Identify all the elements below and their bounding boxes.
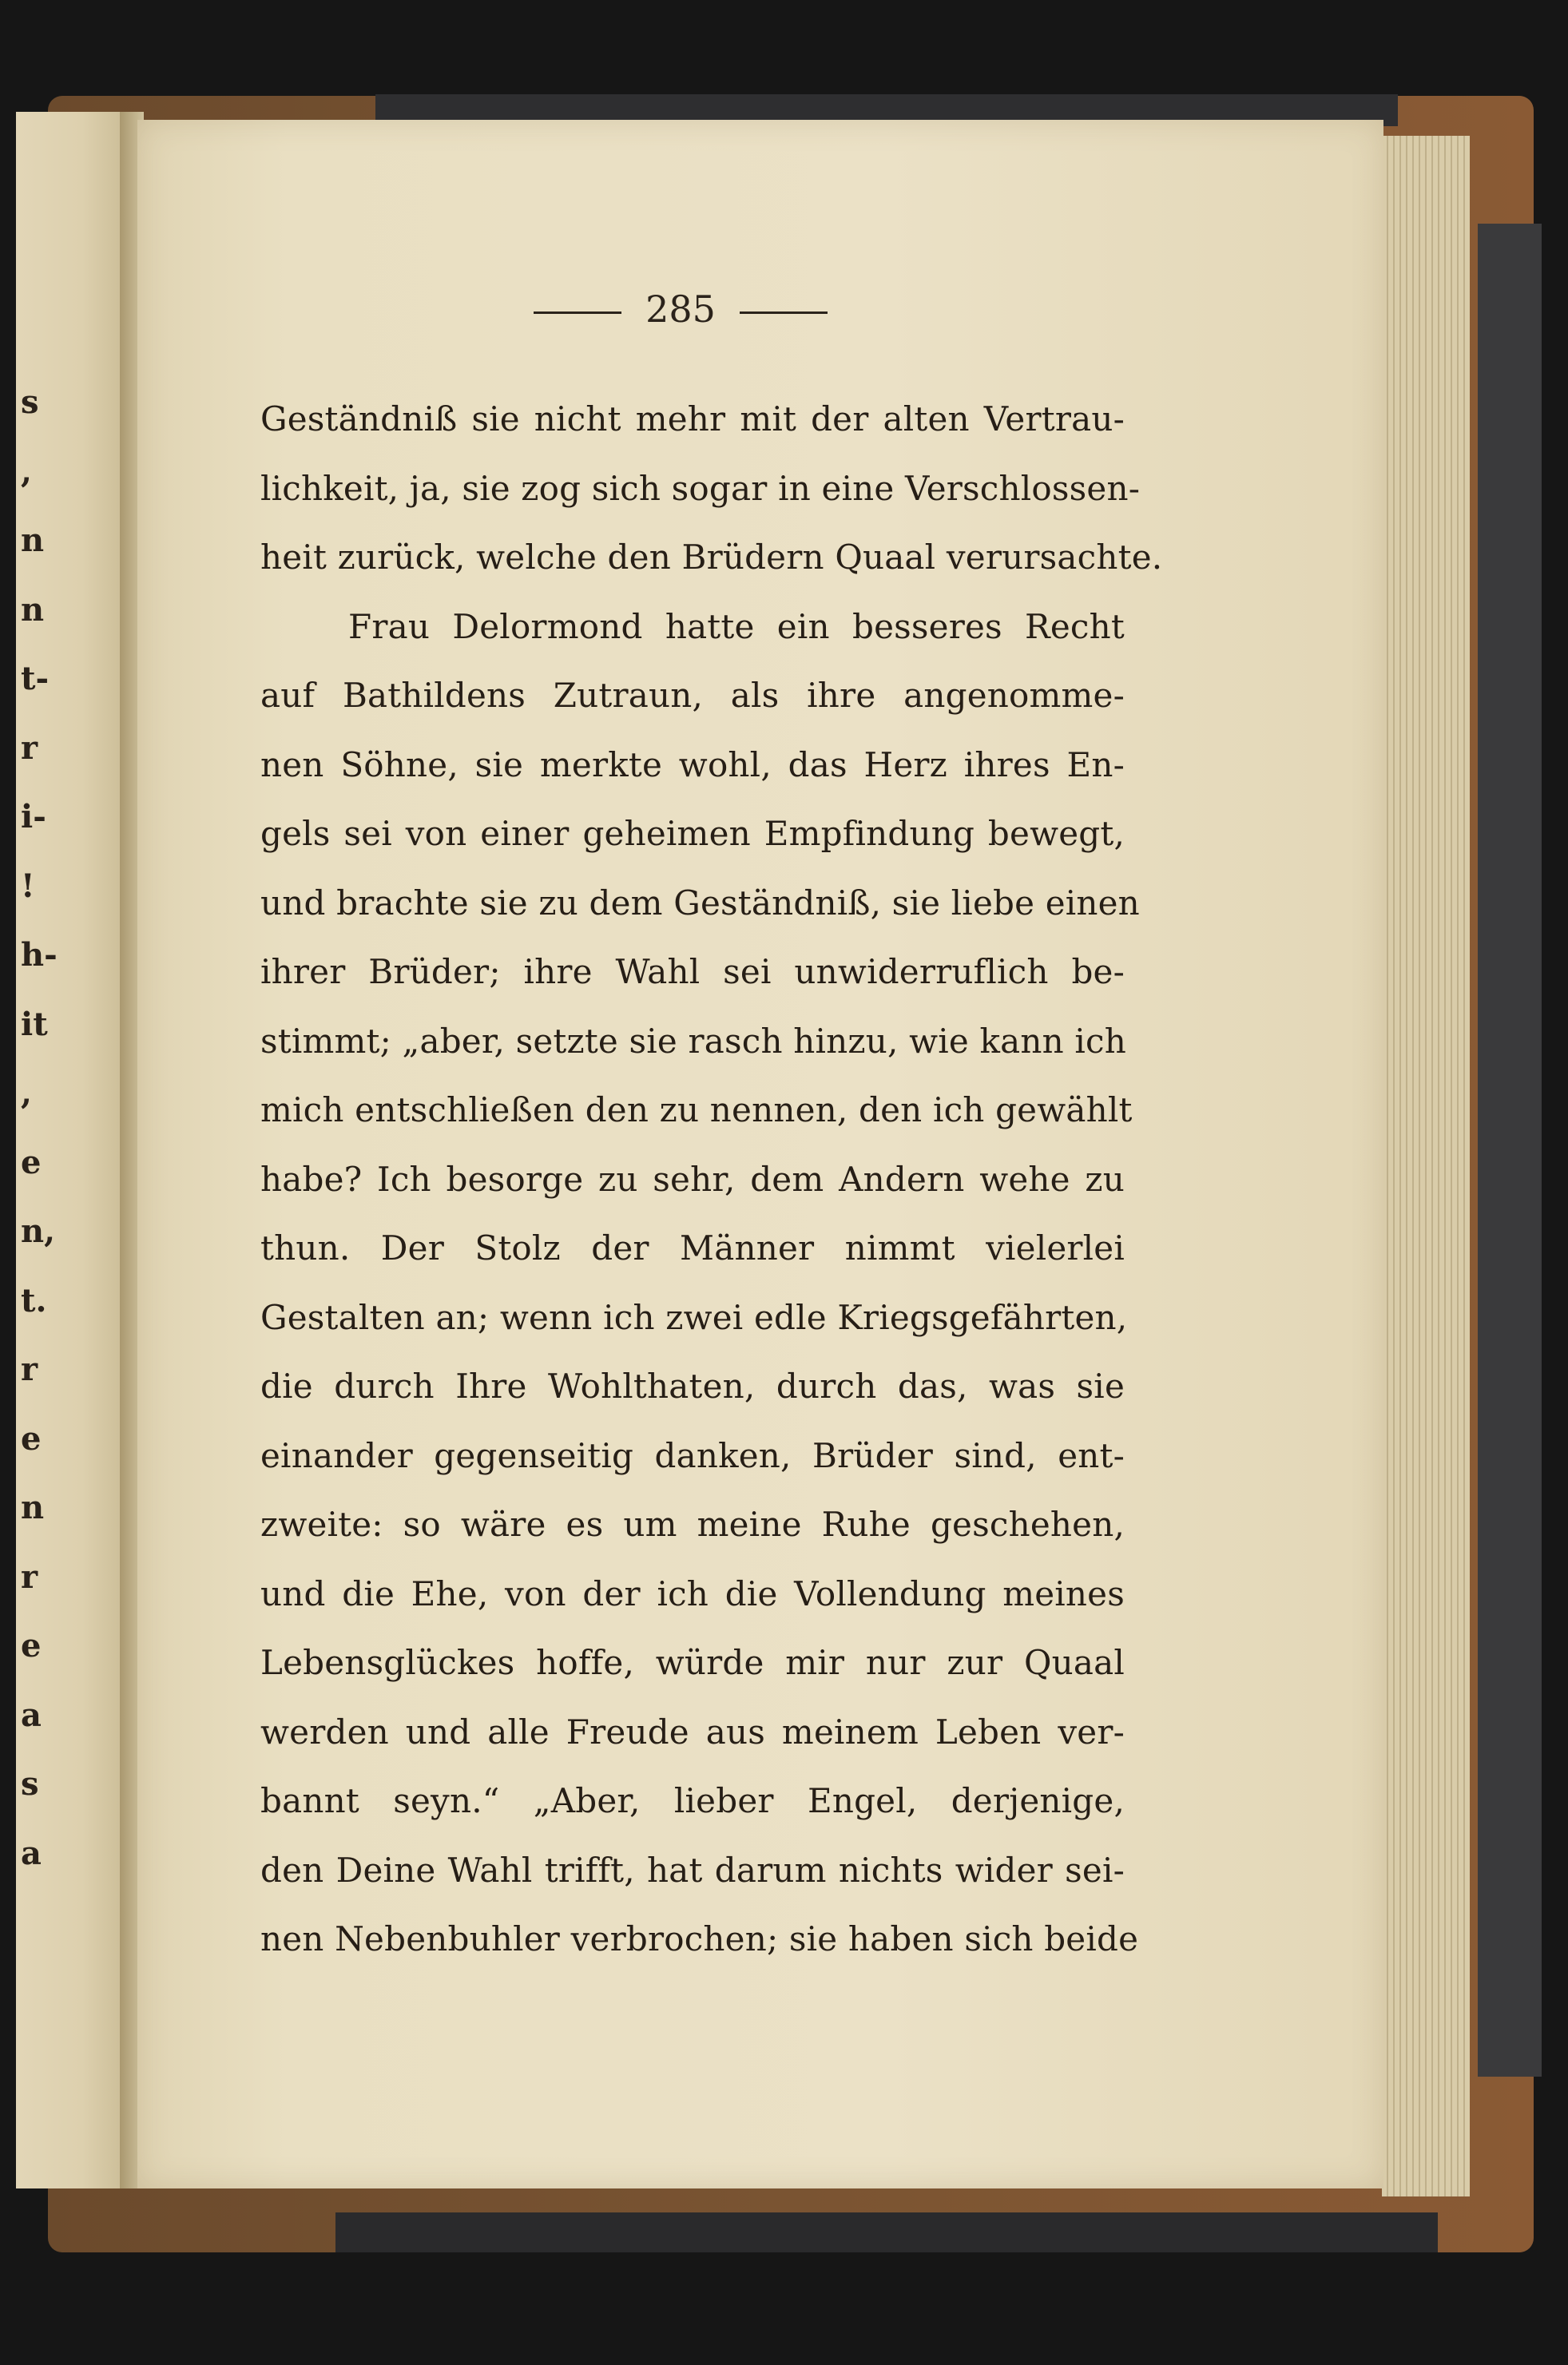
left-page-fragment: r [21,1351,38,1388]
text-line: Gestalten an; wenn ich zwei edle Kriegsgefährten, [260,1297,1128,1337]
text-line: gels sei von einer geheimen Empfindung bewegt, [260,814,1125,853]
text-line: und die Ehe, von der ich die Vollendung meines [260,1573,1125,1613]
text-line: thun. Der Stolz der Männer nimmt vielerlei [260,1228,1125,1268]
text-line: nen Nebenbuhler verbrochen; sie haben sich beide [260,1919,1139,1958]
text-line: und brachte sie zu dem Geständniß, sie liebe einen [260,883,1140,923]
text-line: einander gegenseitig danken, Brüder sind, ent- [260,1435,1125,1475]
text-line: lichkeit, ja, sie zog sich sogar in eine Verschlossen- [260,468,1141,508]
header-dash-right [740,311,828,314]
cover-spine-right [1478,224,1542,2077]
left-page [16,112,129,2188]
left-page-fragment: r [21,1557,38,1596]
body-text [260,385,1163,1974]
text-line: Lebensglückes hoffe, würde mir nur zur Quaal [260,1643,1125,1682]
left-page-fragment: a [21,1834,42,1872]
text-line: werden und alle Freude aus meinem Leben ver- [260,1712,1125,1752]
text-line: Geständniß sie nicht mehr mit der alten Vertrau- [260,399,1125,438]
cover-strip-bottom [335,2212,1438,2252]
left-page-fragment: s [21,1765,39,1803]
page-number: 285 [645,288,716,331]
left-page-fragment: n [21,590,45,629]
text-line: Frau Delormond hatte ein besseres Recht [348,606,1125,646]
left-page-fragment: n, [21,1212,56,1250]
left-page-fragment: r [21,728,38,767]
header-dash-left [534,311,621,314]
page-header [137,288,1224,331]
text-line: den Deine Wahl trifft, hat darum nichts wider sei- [260,1850,1125,1890]
text-line: bannt seyn.“ „Aber, lieber Engel, derjenige, [260,1781,1125,1820]
left-page-fragment: a [21,1696,42,1734]
text-line: die durch Ihre Wohlthaten, durch das, was sie [260,1367,1125,1406]
left-page-fragment: e [21,1143,42,1181]
left-page-fragment: , [21,452,32,490]
page-edges [1382,136,1470,2196]
text-line: nen Söhne, sie merkte wohl, das Herz ihres En- [260,744,1125,784]
left-page-fragment: s [21,383,39,421]
text-line: zweite: so wäre es um meine Ruhe geschehen, [260,1505,1125,1544]
left-page-fragment: h- [21,936,58,974]
left-page-fragment: ! [21,867,35,905]
text-line: habe? Ich besorge zu sehr, dem Andern wehe zu [260,1159,1125,1199]
left-page-fragment: it [21,1005,48,1043]
left-page-fragment: e [21,1419,42,1458]
left-page-fragment: t. [21,1281,47,1319]
left-page-fragment: , [21,1074,32,1112]
text-line: ihrer Brüder; ihre Wahl sei unwiderruflich be- [260,952,1125,991]
text-line: heit zurück, welche den Brüdern Quaal verursachte. [260,538,1163,577]
left-page-fragment: i- [21,798,46,835]
left-page-fragment: n [21,522,45,559]
text-line: mich entschließen den zu nennen, den ich gewählt [260,1090,1133,1129]
left-page-fragment: t- [21,660,50,697]
left-page-fragment: n [21,1489,45,1526]
text-line: auf Bathildens Zutraun, als ihre angenomme- [260,676,1125,715]
text-line: stimmt; „aber, setzte sie rasch hinzu, wie kann ich [260,1021,1127,1061]
left-page-fragment: e [21,1627,42,1665]
